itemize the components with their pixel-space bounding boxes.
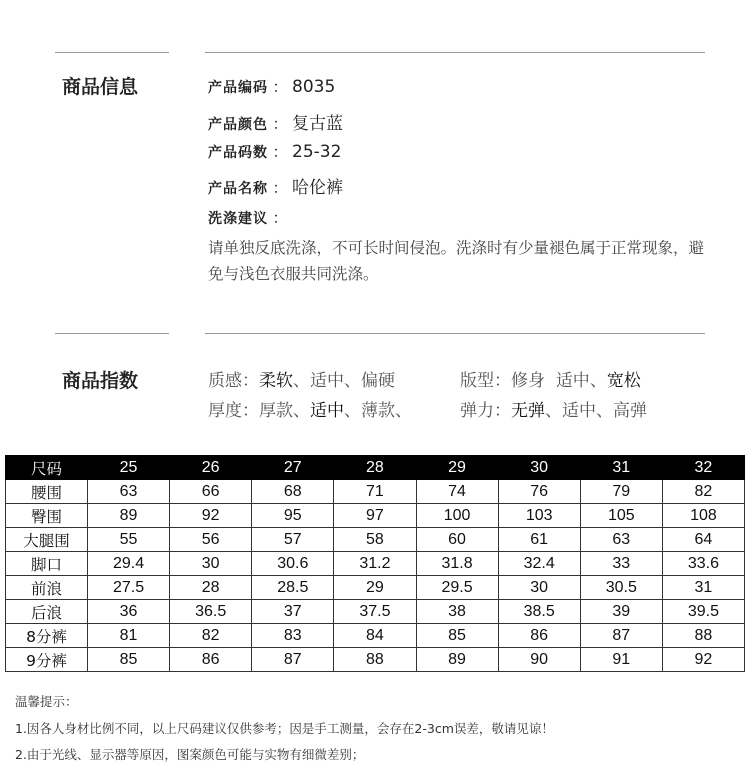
separator: 、	[344, 401, 361, 421]
row-label-cell: 9分裤	[6, 648, 88, 672]
index-option: 修身	[511, 371, 545, 391]
table-header-cell: 25	[88, 456, 170, 480]
table-header-cell: 27	[252, 456, 334, 480]
index-option: 高弹	[613, 401, 647, 421]
top-rule-left	[55, 52, 169, 53]
index-thickness	[208, 396, 412, 421]
row-label-cell: 前浪	[6, 576, 88, 600]
table-row	[6, 528, 745, 552]
notes-item-2: 2.由于光线、显示器等原因，图案颜色可能与实物有细微差别；	[15, 747, 365, 762]
table-cell: 100	[416, 504, 498, 528]
index-label: 厚度	[208, 401, 242, 421]
table-cell: 83	[252, 624, 334, 648]
table-cell: 87	[252, 648, 334, 672]
separator: 、	[293, 371, 310, 391]
table-header-cell: 尺码	[6, 456, 88, 480]
info-label: 产品颜色	[208, 117, 268, 133]
separator: 、	[344, 371, 361, 391]
separator: 、	[545, 401, 562, 421]
index-option: 适中	[310, 371, 344, 391]
middle-rule-left	[55, 333, 169, 334]
separator: 、	[596, 401, 613, 421]
table-cell: 88	[662, 624, 744, 648]
info-value: 哈伦裤	[292, 178, 343, 198]
index-option: 适中	[562, 401, 596, 421]
colon: ：	[272, 179, 288, 197]
info-label: 产品码数	[208, 145, 268, 161]
table-cell: 88	[334, 648, 416, 672]
row-label-cell: 脚口	[6, 552, 88, 576]
top-rule-right	[205, 52, 705, 53]
row-label-cell: 8分裤	[6, 624, 88, 648]
separator: 、	[395, 401, 412, 421]
product-index-title: 商品指数	[62, 370, 139, 392]
table-cell: 68	[252, 480, 334, 504]
table-cell: 32.4	[498, 552, 580, 576]
notes-title: 温馨提示：	[15, 694, 78, 709]
table-cell: 36	[88, 600, 170, 624]
index-label: 版型	[460, 371, 494, 391]
info-label: 产品编码	[208, 80, 268, 96]
table-cell: 28.5	[252, 576, 334, 600]
index-elasticity	[460, 396, 647, 421]
table-cell: 58	[334, 528, 416, 552]
table-cell: 28	[170, 576, 252, 600]
index-option-selected: 柔软	[259, 371, 293, 391]
table-cell: 85	[416, 624, 498, 648]
info-row-code	[208, 76, 335, 97]
table-header-cell: 28	[334, 456, 416, 480]
table-cell: 81	[88, 624, 170, 648]
index-label: 弹力	[460, 401, 494, 421]
table-cell: 31.8	[416, 552, 498, 576]
table-cell: 33.6	[662, 552, 744, 576]
table-cell: 64	[662, 528, 744, 552]
table-cell: 105	[580, 504, 662, 528]
colon: ：	[242, 371, 259, 391]
table-cell: 27.5	[88, 576, 170, 600]
table-cell: 82	[662, 480, 744, 504]
table-row	[6, 576, 745, 600]
table-cell: 71	[334, 480, 416, 504]
table-row	[6, 624, 745, 648]
info-row-size	[208, 141, 341, 162]
index-option-selected: 适中	[310, 401, 344, 421]
info-value: 25-32	[292, 142, 342, 162]
table-cell: 85	[88, 648, 170, 672]
table-cell: 39.5	[662, 600, 744, 624]
index-texture	[208, 366, 395, 391]
table-cell: 90	[498, 648, 580, 672]
table-cell: 31.2	[334, 552, 416, 576]
colon: ：	[272, 209, 288, 227]
table-cell: 92	[170, 504, 252, 528]
table-cell: 38.5	[498, 600, 580, 624]
table-cell: 31	[662, 576, 744, 600]
table-row	[6, 648, 745, 672]
table-cell: 84	[334, 624, 416, 648]
index-option: 厚款	[259, 401, 293, 421]
table-cell: 29.4	[88, 552, 170, 576]
table-header-cell: 26	[170, 456, 252, 480]
table-cell: 60	[416, 528, 498, 552]
row-label-cell: 腰围	[6, 480, 88, 504]
table-header-cell: 29	[416, 456, 498, 480]
table-cell: 87	[580, 624, 662, 648]
middle-rule-right	[205, 333, 705, 334]
info-row-color	[208, 109, 343, 134]
table-row	[6, 480, 745, 504]
table-cell: 33	[580, 552, 662, 576]
table-cell: 57	[252, 528, 334, 552]
table-cell: 89	[416, 648, 498, 672]
table-row	[6, 552, 745, 576]
table-cell: 30	[498, 576, 580, 600]
table-cell: 30	[170, 552, 252, 576]
info-row-name	[208, 173, 343, 198]
table-header-cell: 32	[662, 456, 744, 480]
table-cell: 74	[416, 480, 498, 504]
table-cell: 38	[416, 600, 498, 624]
info-label: 洗涤建议	[208, 211, 268, 227]
info-row-wash	[208, 207, 292, 228]
table-cell: 63	[580, 528, 662, 552]
table-cell: 108	[662, 504, 744, 528]
colon: ：	[494, 371, 511, 391]
index-option: 薄款	[361, 401, 395, 421]
table-cell: 61	[498, 528, 580, 552]
table-header-cell: 31	[580, 456, 662, 480]
table-cell: 79	[580, 480, 662, 504]
table-cell: 89	[88, 504, 170, 528]
table-cell: 29	[334, 576, 416, 600]
table-cell: 86	[498, 624, 580, 648]
colon: ：	[272, 78, 288, 96]
table-cell: 92	[662, 648, 744, 672]
table-cell: 97	[334, 504, 416, 528]
info-value: 8035	[292, 77, 336, 97]
table-cell: 37	[252, 600, 334, 624]
index-option-selected: 宽松	[606, 371, 641, 391]
row-label-cell: 臀围	[6, 504, 88, 528]
separator: 、	[293, 401, 310, 421]
info-label: 产品名称	[208, 181, 268, 197]
table-cell: 103	[498, 504, 580, 528]
size-table	[5, 455, 745, 672]
colon: ：	[272, 115, 288, 133]
table-row	[6, 504, 745, 528]
notes-item-1: 1.因各人身材比例不同，以上尺码建议仅供参考；因是手工测量，会存在2-3cm误差，敬请见谅！	[15, 721, 554, 736]
table-cell: 55	[88, 528, 170, 552]
index-fit: 版型：修身 适中、宽松	[460, 371, 641, 391]
table-cell: 82	[170, 624, 252, 648]
table-cell: 36.5	[170, 600, 252, 624]
row-label-cell: 后浪	[6, 600, 88, 624]
info-value: 复古蓝	[292, 114, 343, 134]
table-cell: 91	[580, 648, 662, 672]
table-header-row	[6, 456, 745, 480]
colon: ：	[272, 143, 288, 161]
table-cell: 30.5	[580, 576, 662, 600]
index-option: 适中	[555, 371, 590, 391]
table-cell: 37.5	[334, 600, 416, 624]
table-cell: 29.5	[416, 576, 498, 600]
product-info-title: 商品信息	[62, 76, 139, 98]
table-cell: 86	[170, 648, 252, 672]
index-option: 偏硬	[361, 371, 395, 391]
table-cell: 76	[498, 480, 580, 504]
table-cell: 39	[580, 600, 662, 624]
table-cell: 56	[170, 528, 252, 552]
table-row	[6, 600, 745, 624]
table-cell: 95	[252, 504, 334, 528]
table-cell: 63	[88, 480, 170, 504]
colon: ：	[242, 401, 259, 421]
table-header-cell: 30	[498, 456, 580, 480]
wash-instructions: 请单独反底洗涤，不可长时间侵泡。洗涤时有少量褪色属于正常现象，避免与浅色衣服共同洗涤。	[208, 239, 705, 283]
colon: ：	[494, 401, 511, 421]
index-option-selected: 无弹	[511, 401, 545, 421]
table-cell: 30.6	[252, 552, 334, 576]
row-label-cell: 大腿围	[6, 528, 88, 552]
table-cell: 66	[170, 480, 252, 504]
index-label: 质感	[208, 371, 242, 391]
